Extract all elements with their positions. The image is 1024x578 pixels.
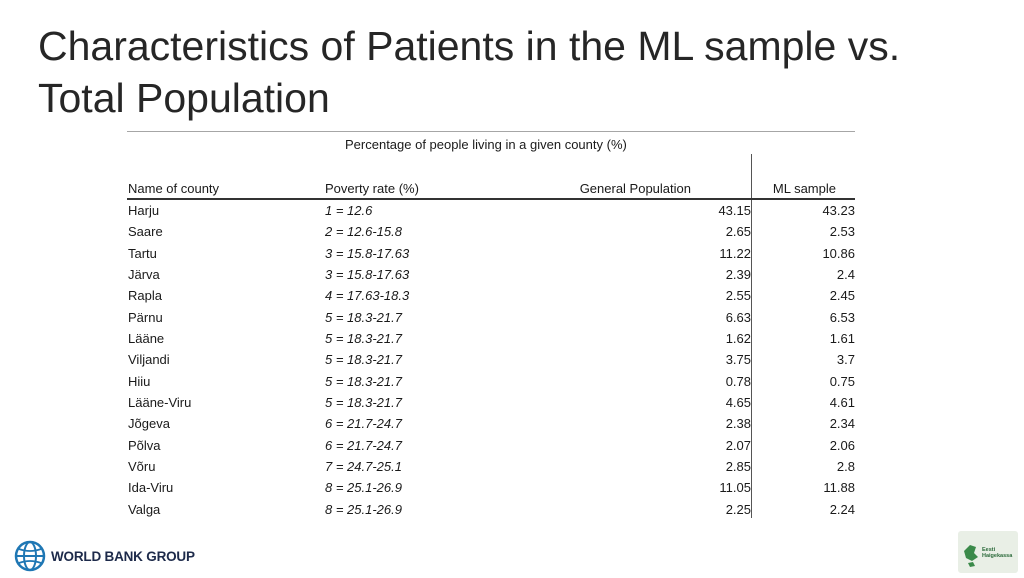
cell-county: Lääne <box>128 331 165 347</box>
cell-poverty: 3 = 15.8-17.63 <box>325 267 410 283</box>
title-line-2: Total Population <box>38 75 330 121</box>
cell-general-population: 11.05 <box>719 480 751 496</box>
cell-poverty: 6 = 21.7-24.7 <box>325 416 402 432</box>
cell-general-population: 2.25 <box>725 501 751 517</box>
cell-county: Lääne-Viru <box>128 395 192 411</box>
cell-poverty: 5 = 18.3-21.7 <box>325 309 402 325</box>
cell-general-population: 1.62 <box>725 331 751 347</box>
table-row <box>127 371 855 392</box>
header-county: Name of county <box>128 181 220 196</box>
table-row <box>127 200 855 221</box>
globe-icon <box>14 540 46 572</box>
cell-ml-sample: 6.53 <box>829 309 855 325</box>
cell-county: Harju <box>128 203 160 219</box>
cell-general-population: 6.63 <box>725 309 751 325</box>
cell-general-population: 2.85 <box>725 459 751 475</box>
world-bank-logo <box>14 538 195 574</box>
cell-ml-sample: 4.61 <box>829 395 855 411</box>
cell-county: Saare <box>128 224 163 240</box>
cell-ml-sample: 10.86 <box>822 245 855 261</box>
cell-county: Viljandi <box>128 352 170 368</box>
cell-poverty: 8 = 25.1-26.9 <box>325 480 402 496</box>
cell-general-population: 43.15 <box>718 203 751 219</box>
cell-general-population: 2.38 <box>725 416 751 432</box>
cell-general-population: 2.39 <box>725 267 751 283</box>
county-table <box>127 131 855 520</box>
cell-general-population: 4.65 <box>725 395 751 411</box>
cell-poverty: 2 = 12.6-15.8 <box>325 224 402 240</box>
cell-ml-sample: 2.34 <box>829 416 855 432</box>
cell-county: Valga <box>128 501 161 517</box>
cell-ml-sample: 2.45 <box>829 288 855 304</box>
cell-poverty: 4 = 17.63-18.3 <box>325 288 410 304</box>
cell-poverty: 5 = 18.3-21.7 <box>325 331 402 347</box>
cell-ml-sample: 11.88 <box>823 480 855 496</box>
cell-general-population: 3.75 <box>725 352 751 368</box>
cell-general-population: 2.55 <box>725 288 751 304</box>
cell-county: Järva <box>128 267 160 283</box>
cell-county: Ida-Viru <box>128 480 174 496</box>
table-header-row <box>127 154 855 200</box>
cell-general-population: 2.07 <box>725 437 751 453</box>
table-row <box>127 264 855 285</box>
cell-ml-sample: 2.06 <box>829 437 855 453</box>
table-super-header: Percentage of people living in a given county (%) <box>345 137 627 152</box>
cell-poverty: 5 = 18.3-21.7 <box>325 395 402 411</box>
header-poverty: Poverty rate (%) <box>325 181 419 196</box>
eesti-haigekassa-logo <box>958 531 1018 573</box>
table-row <box>127 285 855 306</box>
table-row <box>127 307 855 328</box>
cell-county: Rapla <box>128 288 162 304</box>
table-row <box>127 243 855 264</box>
cell-ml-sample: 3.7 <box>836 352 855 368</box>
cell-poverty: 8 = 25.1-26.9 <box>325 501 402 517</box>
cell-poverty: 6 = 21.7-24.7 <box>325 437 402 453</box>
cell-ml-sample: 2.24 <box>829 501 855 517</box>
table-row <box>127 499 855 520</box>
table-row <box>127 349 855 370</box>
world-bank-logo-text: WORLD BANK GROUP <box>51 548 195 564</box>
cell-poverty: 1 = 12.6 <box>325 203 373 219</box>
cell-county: Hiiu <box>128 373 151 389</box>
title-line-1: Characteristics of Patients in the ML sample vs. <box>38 23 901 69</box>
table-row <box>127 413 855 434</box>
cell-ml-sample: 0.75 <box>829 373 855 389</box>
table-row <box>127 435 855 456</box>
cell-poverty: 5 = 18.3-21.7 <box>325 352 402 368</box>
header-ml-sample: ML sample <box>772 181 836 196</box>
cell-county: Tartu <box>128 245 157 261</box>
cell-county: Pärnu <box>128 309 163 325</box>
table-row <box>127 477 855 498</box>
cell-poverty: 7 = 24.7-25.1 <box>325 459 402 475</box>
cell-county: Võru <box>128 459 156 475</box>
table-body <box>127 200 855 520</box>
header-general-population: General Population <box>579 181 691 196</box>
page-title <box>38 20 988 124</box>
cell-county: Jõgeva <box>128 416 170 432</box>
cell-poverty: 5 = 18.3-21.7 <box>325 373 402 389</box>
table-row <box>127 221 855 242</box>
table-row <box>127 392 855 413</box>
cell-general-population: 0.78 <box>725 373 751 389</box>
eesti-haigekassa-text: Eesti Haigekassa <box>982 547 1013 559</box>
cell-ml-sample: 1.61 <box>829 331 855 347</box>
cell-ml-sample: 2.53 <box>829 224 855 240</box>
cell-ml-sample: 43.23 <box>822 203 855 219</box>
cell-general-population: 11.22 <box>719 245 751 261</box>
cell-ml-sample: 2.4 <box>836 267 855 283</box>
cell-poverty: 3 = 15.8-17.63 <box>325 245 410 261</box>
cell-general-population: 2.65 <box>725 224 751 240</box>
cell-county: Põlva <box>128 437 161 453</box>
table-row <box>127 328 855 349</box>
table-row <box>127 456 855 477</box>
cell-ml-sample: 2.8 <box>836 459 855 475</box>
